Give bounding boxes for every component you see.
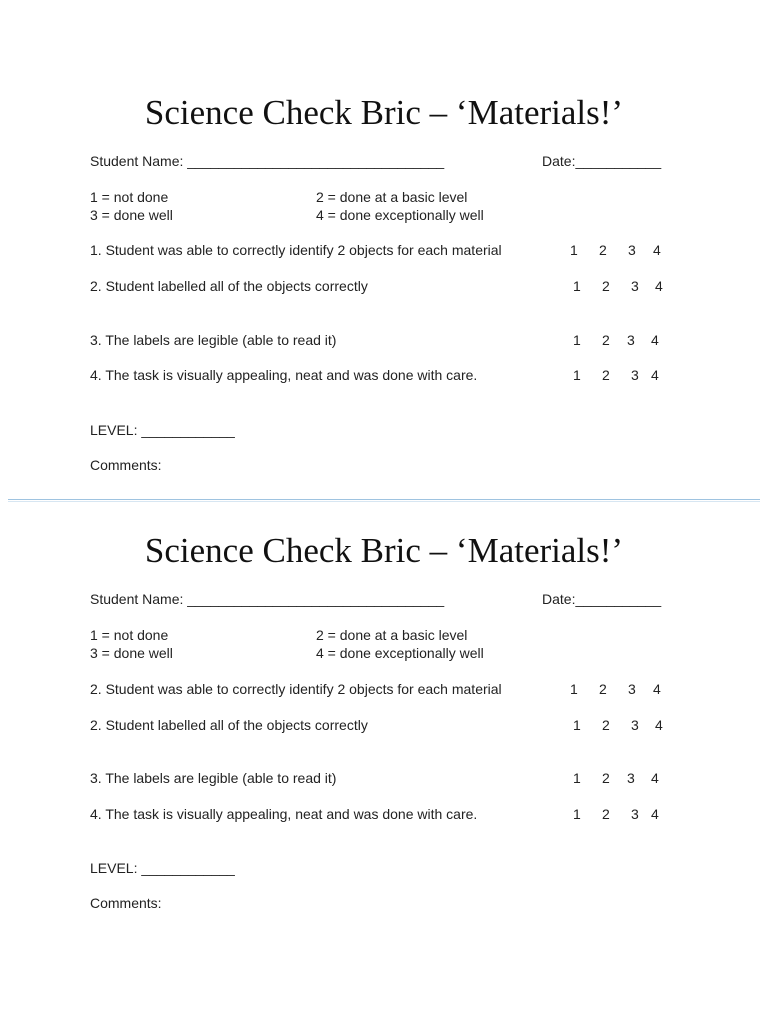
score-option: 3	[631, 806, 639, 822]
score-option: 3	[627, 332, 635, 348]
score-option: 3	[627, 770, 635, 786]
score-option: 2	[602, 332, 610, 348]
criterion-2: 2. Student labelled all of the objects correctly	[90, 717, 368, 733]
criterion-1: 2. Student was able to correctly identify 2 objects for each material	[90, 681, 502, 697]
score-option: 4	[651, 770, 659, 786]
score-option: 1	[573, 367, 581, 383]
score-option: 2	[602, 770, 610, 786]
score-option: 2	[602, 806, 610, 822]
criterion-3: 3. The labels are legible (able to read it)	[90, 770, 337, 786]
score-option: 2	[599, 681, 607, 697]
score-option: 4	[651, 332, 659, 348]
key-item-3: 3 = done well	[90, 207, 173, 223]
score-option: 1	[573, 770, 581, 786]
rubric-title: Science Check Bric – ‘Materials!’	[144, 531, 624, 570]
rubric-sheet-top	[0, 0, 768, 473]
student-name-field: Student Name: _________________________________	[90, 591, 445, 607]
score-option: 2	[599, 242, 607, 258]
criterion-1: 1. Student was able to correctly identify 2 objects for each material	[90, 242, 502, 258]
rubric-sheet-bottom	[0, 438, 768, 911]
key-item-2: 2 = done at a basic level	[316, 627, 468, 643]
score-option: 2	[602, 278, 610, 294]
score-option: 1	[573, 806, 581, 822]
score-option: 3	[631, 278, 639, 294]
score-option: 1	[573, 278, 581, 294]
rubric-title: Science Check Bric – ‘Materials!’	[144, 93, 624, 132]
comments-label: Comments:	[90, 457, 162, 473]
key-item-4: 4 = done exceptionally well	[316, 645, 484, 661]
criterion-4: 4. The task is visually appealing, neat and was done with care.	[90, 367, 478, 383]
key-item-3: 3 = done well	[90, 645, 173, 661]
date-field: Date:___________	[542, 591, 662, 607]
comments-label: Comments:	[90, 895, 162, 911]
score-option: 3	[628, 242, 636, 258]
score-option: 1	[570, 242, 578, 258]
score-option: 2	[602, 367, 610, 383]
criterion-3: 3. The labels are legible (able to read it)	[90, 332, 337, 348]
score-option: 2	[602, 717, 610, 733]
key-item-4: 4 = done exceptionally well	[316, 207, 484, 223]
score-option: 3	[628, 681, 636, 697]
key-item-1: 1 = not done	[90, 627, 169, 643]
score-option: 1	[573, 332, 581, 348]
score-option: 4	[651, 367, 659, 383]
score-option: 4	[653, 681, 661, 697]
score-option: 4	[655, 717, 663, 733]
student-name-field: Student Name: _________________________________	[90, 153, 445, 169]
criterion-4: 4. The task is visually appealing, neat and was done with care.	[90, 806, 478, 822]
level-field: LEVEL: ____________	[90, 860, 235, 876]
key-item-1: 1 = not done	[90, 189, 169, 205]
score-option: 4	[651, 806, 659, 822]
score-option: 4	[655, 278, 663, 294]
date-field: Date:___________	[542, 153, 662, 169]
criterion-2: 2. Student labelled all of the objects correctly	[90, 278, 368, 294]
score-option: 3	[631, 367, 639, 383]
score-option: 1	[570, 681, 578, 697]
score-option: 3	[631, 717, 639, 733]
score-option: 4	[653, 242, 661, 258]
key-item-2: 2 = done at a basic level	[316, 189, 468, 205]
score-option: 1	[573, 717, 581, 733]
level-field: LEVEL: ____________	[90, 422, 235, 438]
